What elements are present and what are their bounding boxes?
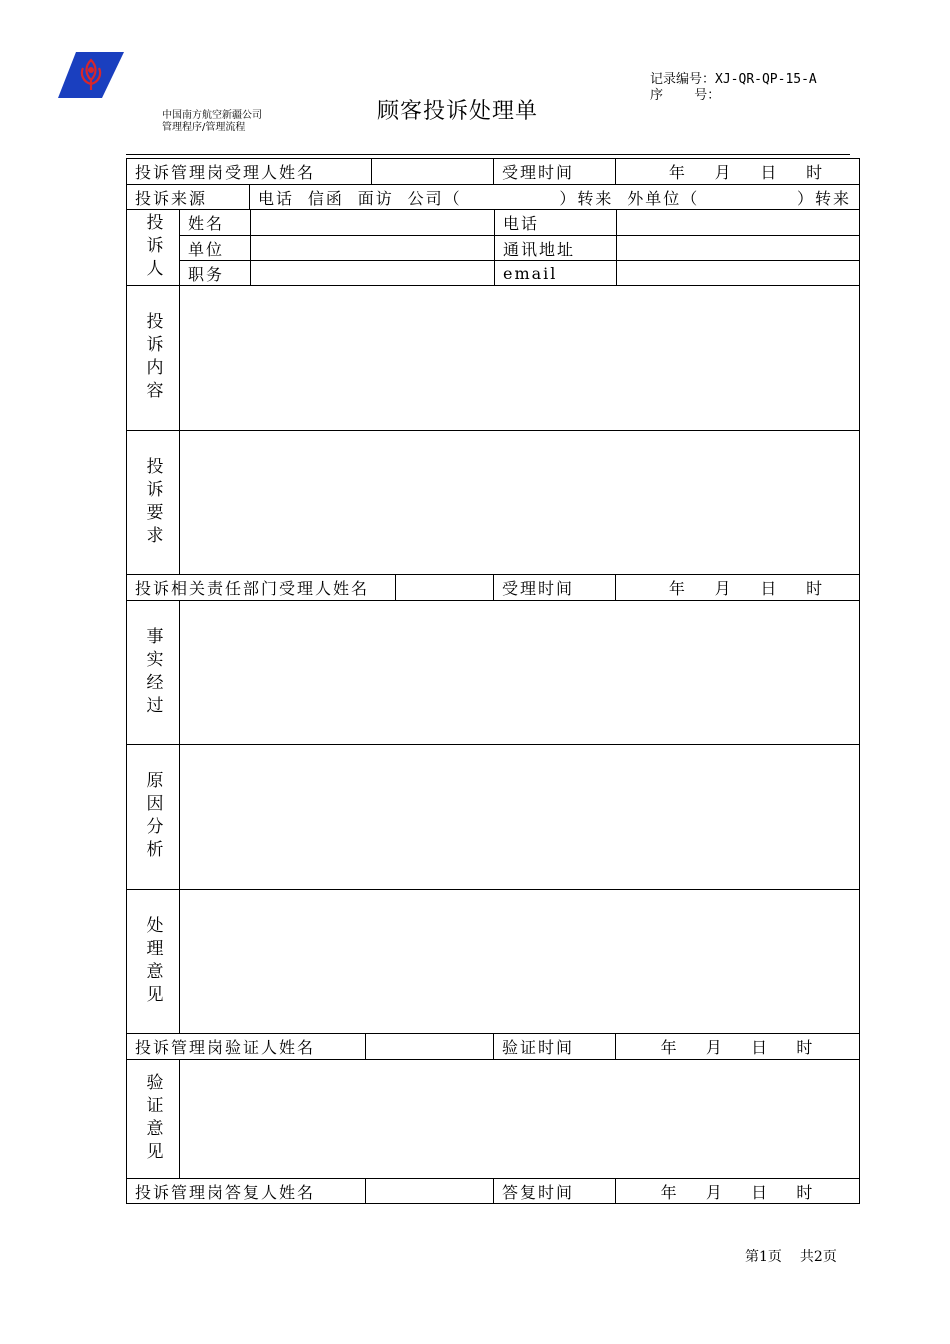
- airline-logo-icon: [58, 52, 124, 98]
- facts-field[interactable]: [179, 601, 859, 744]
- source-company-option[interactable]: 公司（: [407, 188, 462, 208]
- facts-row: [127, 600, 859, 744]
- page-title: 顾客投诉处理单: [377, 99, 539, 124]
- reply-row: [127, 1178, 859, 1203]
- complainant-name-field[interactable]: [250, 210, 494, 235]
- page-number: 第1页: [745, 1249, 782, 1265]
- complainant-position-field[interactable]: [250, 261, 494, 285]
- source-company-transfer: ）转来: [559, 188, 614, 208]
- complainant-email-field[interactable]: [616, 261, 859, 285]
- verify-time-label: 验证时间: [493, 1034, 615, 1059]
- handling-label: 处理意见: [142, 915, 163, 1008]
- complaint-content-label: 投诉内容: [142, 312, 163, 404]
- dept-receiver-label: 投诉相关责任部门受理人姓名: [135, 579, 370, 598]
- receive-time-label: 受理时间: [493, 159, 615, 184]
- verify-time-field[interactable]: 年 月 日 时: [615, 1034, 859, 1059]
- serial-number-label: 序 号：: [650, 88, 721, 103]
- verifier-label: 投诉管理岗验证人姓名: [135, 1038, 316, 1057]
- year-label: 年: [668, 163, 685, 182]
- replier-label: 投诉管理岗答复人姓名: [135, 1182, 316, 1202]
- complaint-content-field[interactable]: [179, 286, 859, 430]
- company-line-1: 中国南方航空新疆公司: [162, 110, 262, 121]
- record-number-label: 记录编号：: [650, 72, 716, 87]
- complainant-address-label: 通讯地址: [494, 236, 616, 260]
- verify-opinion-field[interactable]: [179, 1060, 859, 1178]
- complainant-name-label: 姓名: [188, 214, 225, 233]
- source-letter-option[interactable]: 信函: [307, 188, 344, 208]
- complainant-block: [127, 209, 859, 285]
- dept-receive-time-label: 受理时间: [493, 575, 615, 600]
- complainant-unit-label: 单位: [188, 239, 225, 259]
- complainant-email-label: email: [494, 261, 616, 285]
- complaint-demand-row: [127, 430, 859, 574]
- source-outside-transfer: ）转来: [796, 188, 851, 208]
- cause-field[interactable]: [179, 745, 859, 889]
- record-info: [650, 72, 817, 104]
- company-line-2: 管理程序/管理流程: [162, 122, 246, 133]
- handling-field[interactable]: [179, 890, 859, 1033]
- complainant-label: 投诉人: [142, 213, 163, 282]
- record-number-value: XJ-QR-QP-15-A: [715, 72, 817, 87]
- hour-label: 时: [806, 163, 823, 182]
- complainant-unit-field[interactable]: [250, 236, 494, 260]
- receiver-row: [127, 159, 859, 184]
- company-name: [162, 110, 262, 134]
- reply-time-label: 答复时间: [493, 1179, 615, 1203]
- receiver-name-field[interactable]: [371, 159, 493, 184]
- source-visit-option[interactable]: 面访: [357, 188, 394, 208]
- receiver-name-label: 投诉管理岗受理人姓名: [135, 163, 316, 182]
- complainant-phone-field[interactable]: [616, 210, 859, 235]
- complainant-position-label: 职务: [188, 264, 225, 284]
- handling-row: [127, 889, 859, 1033]
- dept-receiver-row: [127, 574, 859, 600]
- month-label: 月: [714, 163, 731, 182]
- source-phone-option[interactable]: 电话: [258, 188, 295, 208]
- page-total: 共2页: [799, 1249, 837, 1265]
- receive-time-field[interactable]: [615, 159, 859, 184]
- header-divider: [126, 154, 850, 155]
- page-footer: [745, 1246, 837, 1266]
- complaint-form-table: [126, 158, 860, 1204]
- verifier-row: [127, 1033, 859, 1059]
- source-label: 投诉来源: [135, 188, 208, 208]
- source-options: [249, 185, 859, 209]
- cause-label: 原因分析: [142, 771, 163, 863]
- reply-time-field[interactable]: 年 月 日 时: [615, 1179, 859, 1203]
- complaint-demand-label: 投诉要求: [142, 456, 163, 549]
- verify-opinion-label: 验证意见: [142, 1073, 163, 1165]
- cause-row: [127, 744, 859, 889]
- source-outside-option[interactable]: 外单位（: [627, 188, 700, 208]
- complaint-content-row: [127, 285, 859, 430]
- complainant-phone-label: 电话: [494, 210, 616, 235]
- facts-label: 事实经过: [142, 626, 163, 719]
- verifier-field[interactable]: [365, 1034, 493, 1059]
- source-row: [127, 184, 859, 209]
- replier-field[interactable]: [365, 1179, 493, 1203]
- day-label: 日: [760, 163, 777, 182]
- dept-receiver-field[interactable]: [395, 575, 493, 600]
- complaint-demand-field[interactable]: [179, 431, 859, 574]
- complainant-address-field[interactable]: [616, 236, 859, 260]
- dept-receive-time-field[interactable]: 年 月 日 时: [615, 575, 859, 600]
- verify-opinion-row: [127, 1059, 859, 1178]
